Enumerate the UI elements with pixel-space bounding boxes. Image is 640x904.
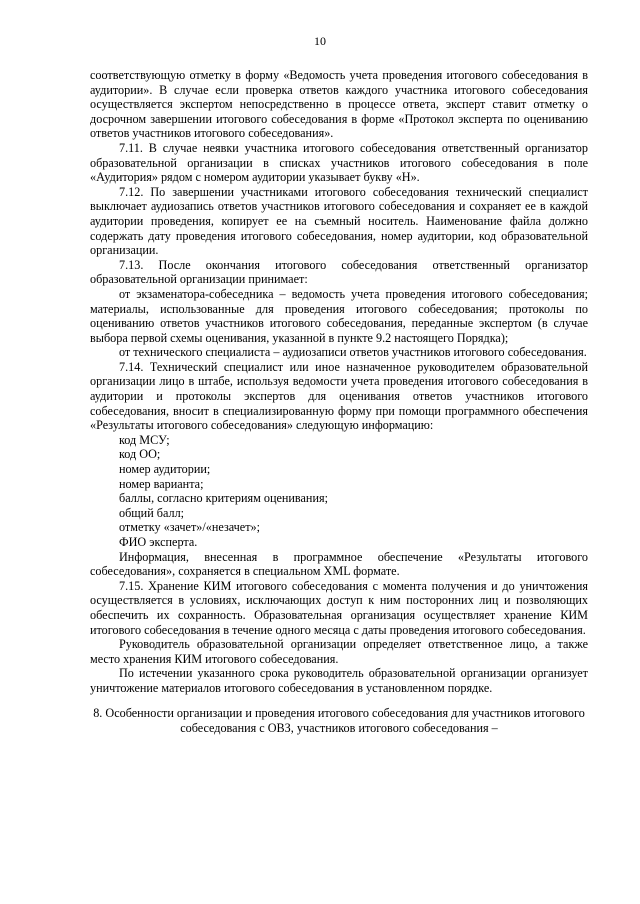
list-item: ФИО эксперта. <box>119 535 198 549</box>
document-body <box>90 68 588 736</box>
page-number: 10 <box>314 34 326 48</box>
list-item: код МСУ; <box>119 432 170 447</box>
paragraph-from-technician: от технического специалиста – аудиозаписи ответов участников итогового собеседования. <box>119 345 587 360</box>
list-item: баллы, согласно критериям оценивания; <box>119 491 328 506</box>
info-list <box>90 433 588 550</box>
paragraph-xml-format: Информация, внесенная в программное обеспечение «Результаты итогового собеседования», сохраняется в специальном XML формате. <box>90 549 588 579</box>
list-item: номер варианта; <box>119 476 204 491</box>
paragraph-responsible-person: Руководитель образовательной организации определяет ответственное лицо, а также место хранения КИМ итогового собеседования. <box>90 637 588 666</box>
list-item: номер аудитории; <box>119 462 211 477</box>
paragraph-7-13: 7.13. После окончания итогового собеседования ответственный организатор образовательной организации принимает: <box>90 257 588 287</box>
paragraph-7-14: 7.14. Технический специалист или иное назначенное руководителем образовательной организации лицо в штабе, используя ведомости учета проведения итогового собеседования в аудитории и протоколы экспертов для оценивания ответов участников итогового собеседования, вносит в специализированную форму при помощи программного обеспечения «Результаты итогового собеседования» следующую информацию: <box>90 359 588 433</box>
paragraph-7-15: 7.15. Хранение КИМ итогового собеседования с момента получения и до уничтожения осуществляется в условиях, исключающих доступ к ним посторонних лиц и позволяющих обеспечить их сохранность. Образовательная организация осуществляет хранение КИМ итогового собеседования в течение одного месяца с даты проведения итогового собеседования. <box>90 578 588 637</box>
paragraph-destruction: По истечении указанного срока руководитель образовательной организации организует уничтожение материалов итогового собеседования в установленном порядке. <box>90 666 588 695</box>
paragraph-from-examiner: от экзаменатора-собеседника – ведомость учета проведения итогового собеседования; материалы, использованные для проведения итогового собеседования; протоколы по оцениванию ответов участников итогового собеседования, переданные экспертом (в случае выбора первой схемы оценивания, указанной в пункте 9.2 настоящего Порядка); <box>90 286 588 345</box>
paragraph-7-11: 7.11. В случае неявки участника итогового собеседования ответственный организатор образовательной организации в списках участников итогового собеседования в поле «Аудитория» рядом с номером аудитории указывает букву «Н». <box>90 140 588 185</box>
list-item: отметку «зачет»/«незачет»; <box>119 520 261 535</box>
list-item: код ОО; <box>119 447 161 462</box>
paragraph-continuation: соответствующую отметку в форму «Ведомость учета проведения итогового собеседования в аудитории». В случае если проверка ответов каждого участника итогового собеседования осуществляется экспертом непосредственно в процессе ответа, эксперт ставит отметку о досрочном завершении итогового собеседования в форме «Протокол эксперта по оцениванию ответов участников итогового собеседования». <box>90 68 588 141</box>
list-item: общий балл; <box>119 505 185 520</box>
section-heading-8: 8. Особенности организации и проведения итогового собеседования для участников итогового собеседования с ОВЗ, участников итогового собеседования – <box>93 705 585 735</box>
paragraph-7-12: 7.12. По завершении участниками итогового собеседования технический специалист выключает аудиозапись ответов участников итогового собеседования и сохраняет ее в каждой аудитории проведения, копирует ее на съемный носитель. Наименование файла должно содержать дату проведения итогового собеседования, номер аудитории, код образовательной организации. <box>90 184 588 258</box>
